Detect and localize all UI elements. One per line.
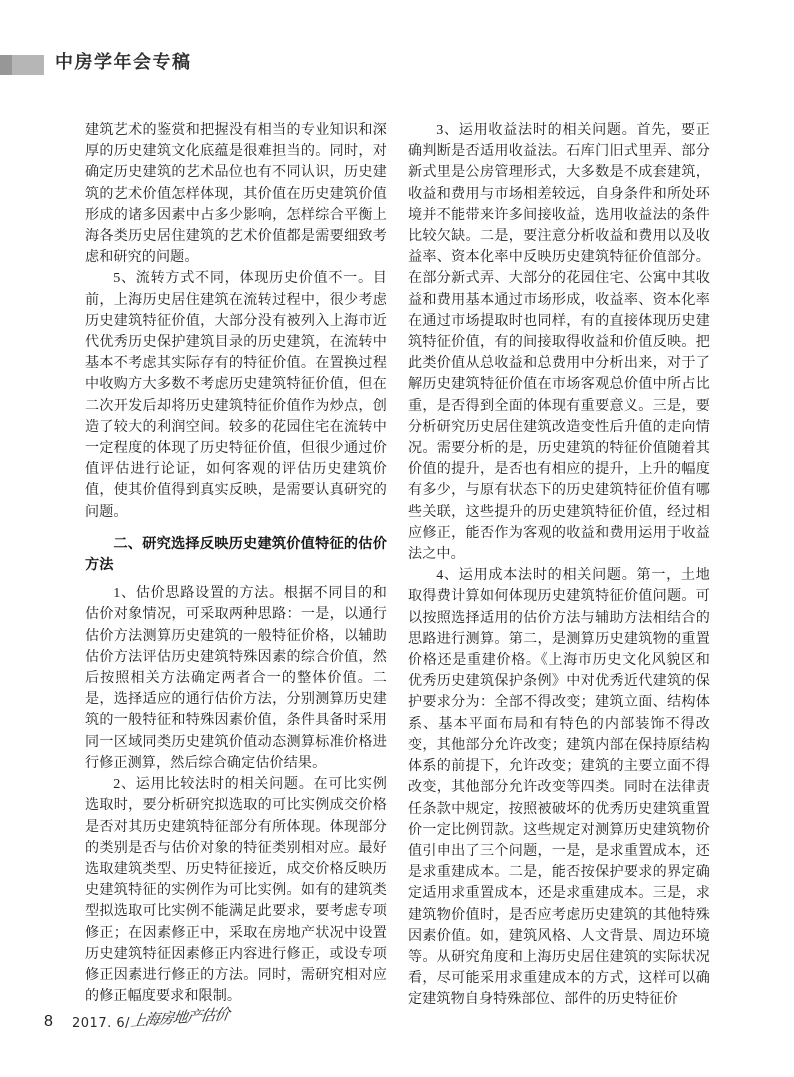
page-footer xyxy=(0,1007,794,1050)
right-text-column xyxy=(408,120,710,1011)
section-heading-2: 二、研究选择反映历史建筑价值特征的估价方法 xyxy=(85,535,387,574)
paragraph-income-method: 3、运用收益法时的相关问题。首先，要正确判断是否适用收益法。石库门旧式里弄、部分新式里是公房管理形式，大多数是不成套建筑，收益和费用与市场相差较远，自身条件和所处环境并不能带来许多间接收益，选用收益法的条件比较欠缺。二是，要注意分析收益和费用以及收益率、资本化率中反映历史建筑特征价值部分。在部分新式弄、大部分的花园住宅、公寓中其收益和费用基本通过市场形成，收益率、资本化率在通过市场提取时也同样，有的直接体现历史建筑特征价值，有的间接取得收益和价值反映。把此类价值从总收益和总费用中分析出来，对于了解历史建筑特征价值在市场客观总价值中所占比重，是否得到全面的体现有重要意义。三是，要分析研究历史居住建筑改造变性后升值的走向情况。需要分析的是，历史建筑的特征价值随着其价值的提升，是否也有相应的提升，上升的幅度有多少，与原有状态下的历史建筑特征价值有哪些关联，这些提升的历史建筑特征价值，经过相应修正，能否作为客观的收益和费用运用于收益法之中。 xyxy=(408,122,710,563)
journal-logo-script: 上海房地产估价 xyxy=(129,1007,230,1031)
paragraph-art-value: 建筑艺术的鉴赏和把握没有相当的专业知识和深厚的历史建筑文化底蕴是很难担当的。同时，对确定历史建筑的艺术品位也有不同认识，历史建筑的艺术价值怎样体现，其价值在历史建筑价值形成的诸多因素中占多少影响，怎样综合平衡上海各类历史居住建筑的艺术价值都是需要细致考虑和研究的问题。 xyxy=(85,122,387,266)
paragraph-transfer-mode: 5、流转方式不同，体现历史价值不一。目前，上海历史居住建筑在流转过程中，很少考虑历史建筑特征价值，大部分没有被列入上海市近代优秀历史保护建筑目录的历史建筑，在流转中基本不考虑其实际存有的特征价值。在置换过程中收购方大多数不考虑历史建筑特征价值，但在二次开发后却将历史建筑特征价值作为炒点，创造了较大的利润空间。较多的花园住宅在流转中一定程度的体现了历史特征价值，但很少通过价值评估进行论证，如何客观的评估历史建筑价值，使其价值得到真实反映，是需要认真研究的问题。 xyxy=(85,270,387,520)
page-number: 8 xyxy=(44,1013,53,1030)
paragraph-comparison-method: 2、运用比较法时的相关问题。在可比实例选取时，要分析研究拟选取的可比实例成交价格是否对其历史建筑特征部分有所体现。体现部分的类别是否与估价对象的特征类别相对应。最好选取建筑类型、历史特征接近，成交价格反映历史建筑特征的实例作为可比实例。如有的建筑类型拟选取可比实例不能满足此要求，要考虑专项修正；在因素修正中，采取在房地产状况中设置历史建筑特征因素修正内容进行修正，或设专项修正因素进行修正的方法。同时，需研究相对应的修正幅度要求和限制。 xyxy=(85,776,387,1005)
paragraph-cost-method: 4、运用成本法时的相关问题。第一，土地取得费计算如何体现历史建筑特征价值问题。可以按照选择适用的估价方法与辅助方法相结合的思路进行测算。第二，是测算历史建筑物的重置价格还是重建价格。《上海市历史文化风貌区和优秀历史建筑保护条例》中对优秀近代建筑的保护要求分为：全部不得改变；建筑立面、结构体系、基本平面布局和有特色的内部装饰不得改变，其他部分允许改变；建筑内部在保持原结构体系的前提下，允许改变；建筑的主要立面不得改变，其他部分允许改变等四类。同时在法律责任条款中规定，按照被破坏的优秀历史建筑重置价一定比例罚款。这些规定对测算历史建筑物价值引申出了三个问题，一是，是求重置成本，还是求重建成本。二是，能否按保护要求的界定确定适用求重置成本，还是求重建成本。三是，求建筑物价值时，是否应考虑历史建筑的其他特殊因素价值。如，建筑风格、人文背景、周边环境等。从研究角度和上海历史居住建筑的实际状况看，尽可能采用求重建成本的方式，这样可以确定建筑物自身特殊部位、部件的历史特征价 xyxy=(408,567,710,1008)
paragraph-valuation-approach: 1、估价思路设置的方法。根据不同目的和估价对象情况，可采取两种思路：一是，以通行估价方法测算历史建筑的一般特征价格，以辅助估价方法评估历史建筑特殊因素的综合价值，然后按照相关方法确定两者合一的整体价值。二是，选择适应的通行估价方法，分别测算历史建筑的一般特征和特殊因素价值，条件具备时采用同一区域同类历史建筑价值动态测算标准价格进行修正测算，然后综合确定估价结果。 xyxy=(85,585,387,771)
issue-date: 2017. 6/ xyxy=(72,1016,130,1031)
column-header-title: 中房学年会专稿 xyxy=(55,52,192,72)
left-text-column xyxy=(85,120,387,1007)
header-accent-bar xyxy=(0,55,44,75)
